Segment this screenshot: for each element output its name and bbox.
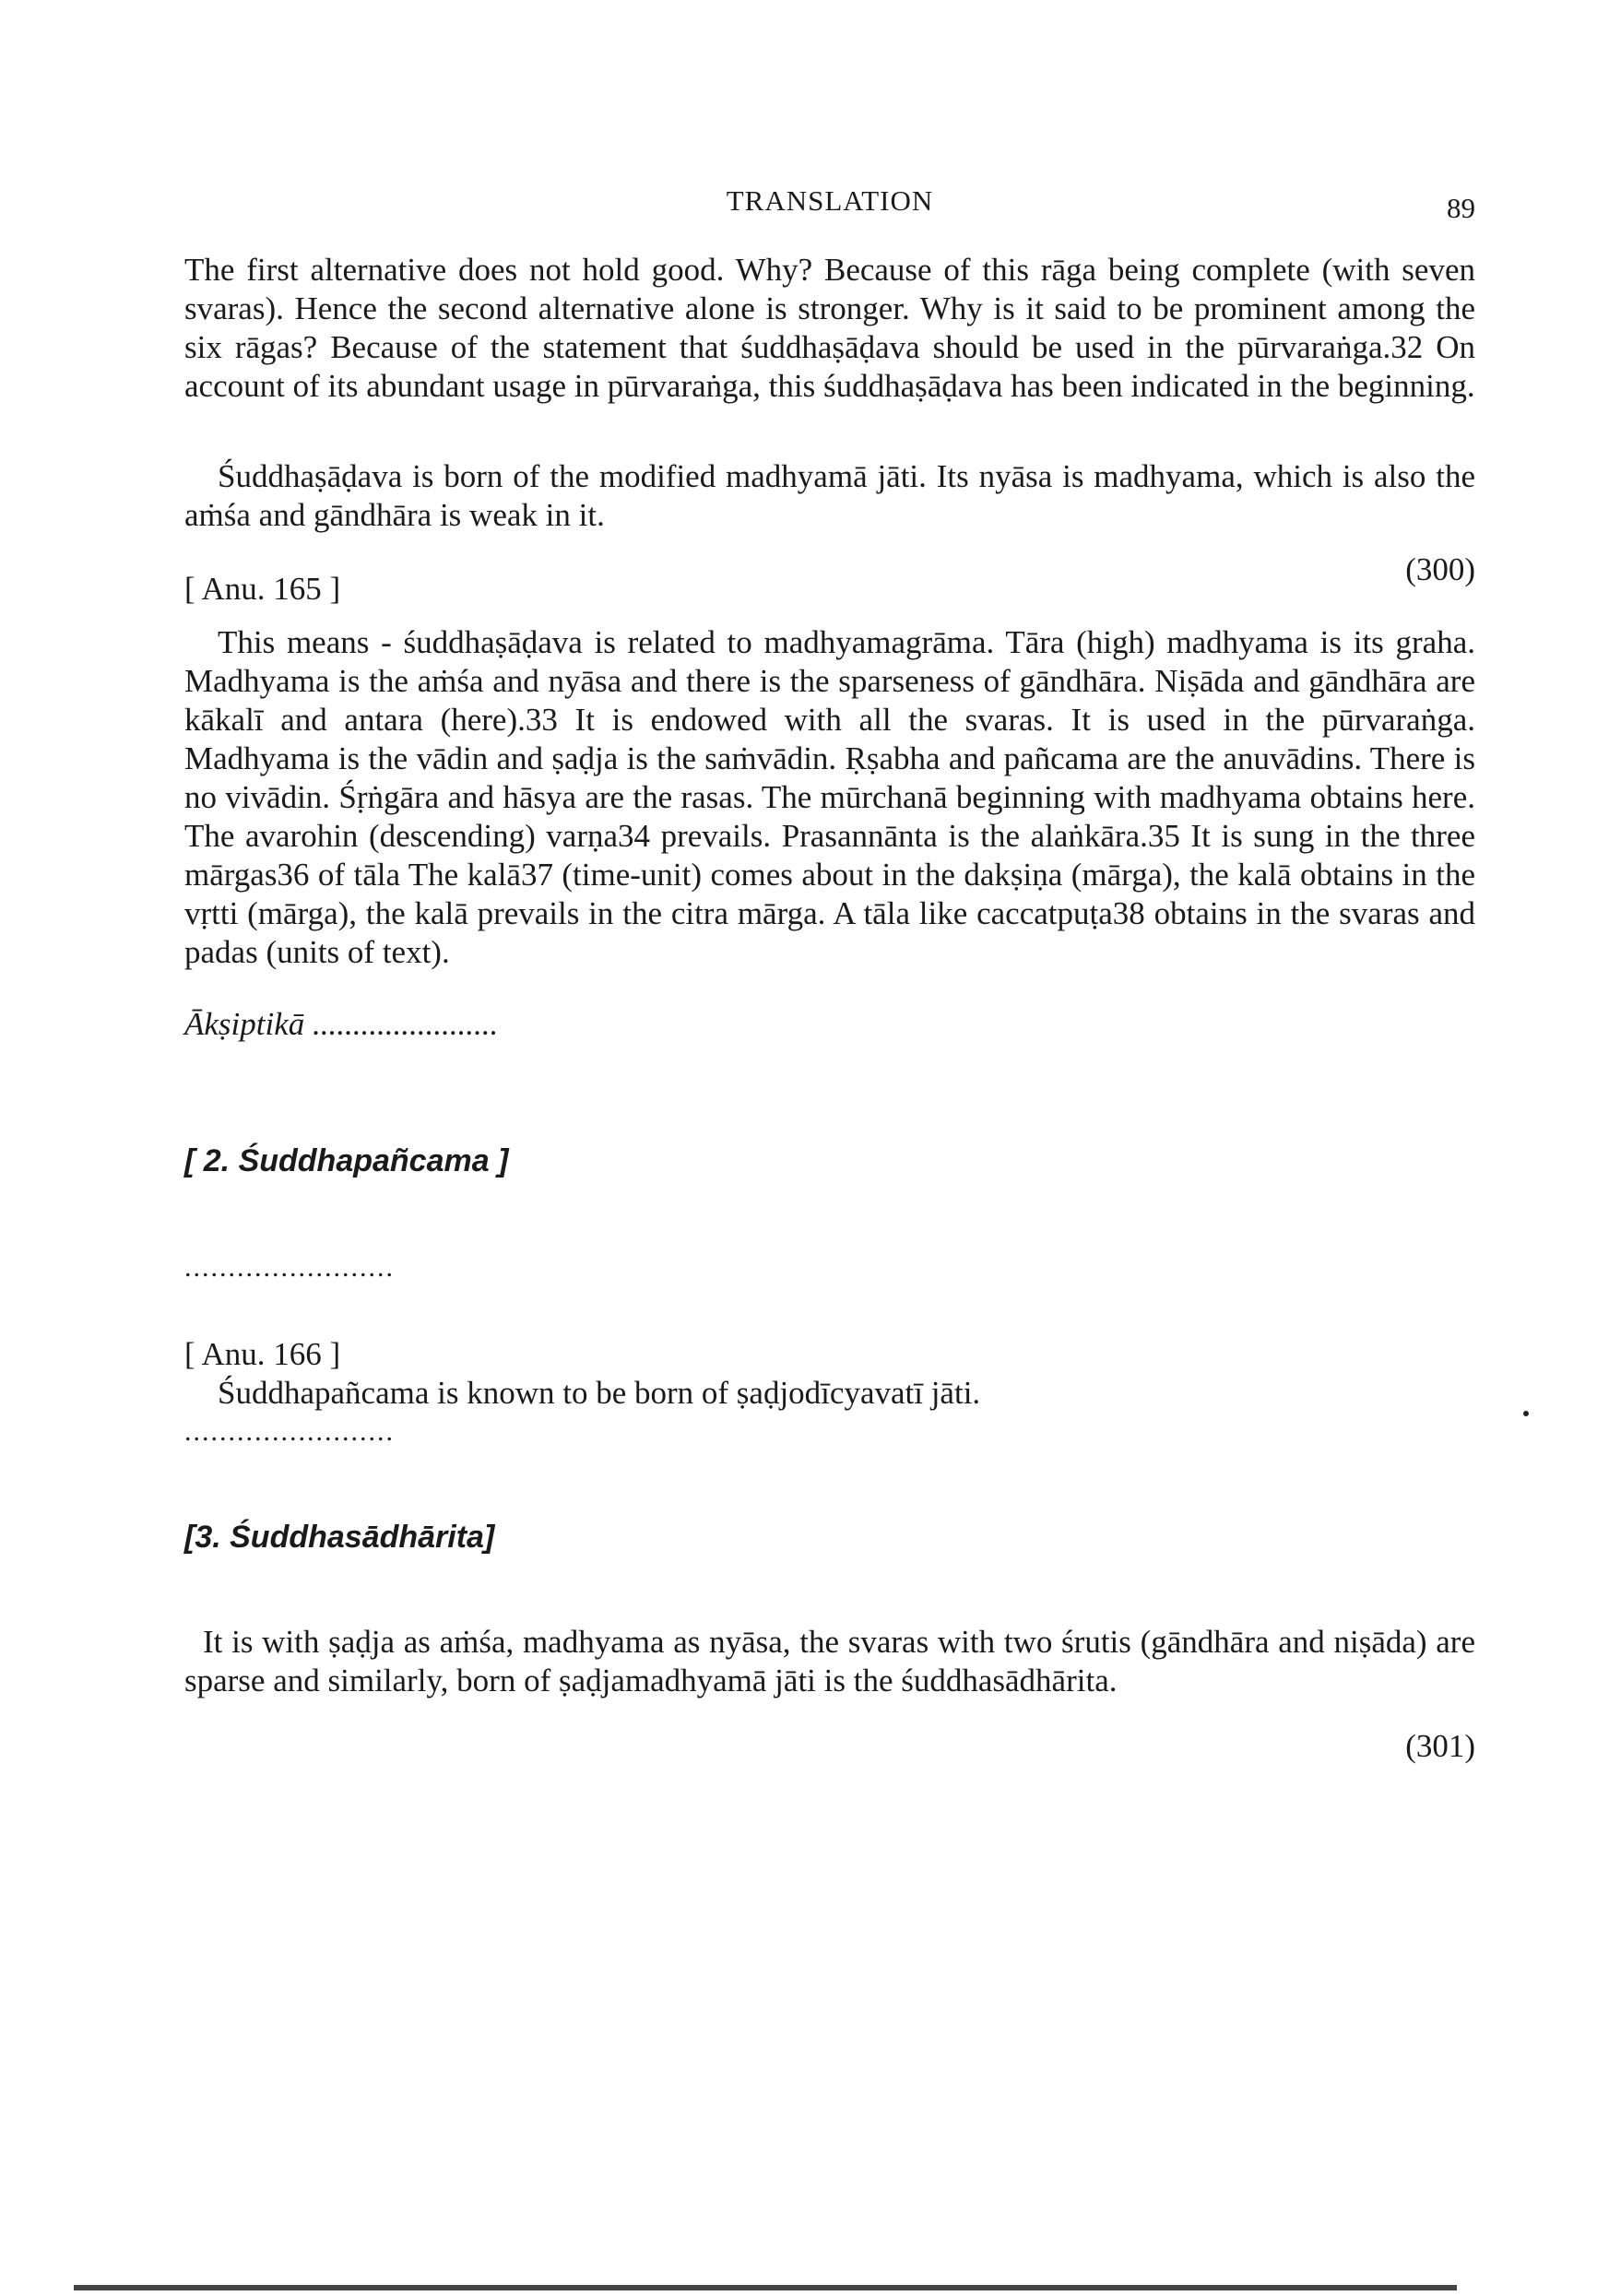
verse-number-301: (301) (1405, 1728, 1475, 1764)
paragraph-1: The first alternative does not hold good. Why? Because of this rāga being complete (with seven svaras). Hence the second alternative alone is stronger. Why is it said to be prominent among the six rāgas? Because of the statement that śuddhaṣāḍava should be used in the pūrvaraṅga.32 On account of its abundant usage in pūrvaraṅga, this śuddhaṣāḍava has been indicated in the beginning. (184, 252, 1475, 404)
section-heading-suddhapancama: [ 2. Śuddhapañcama ] (184, 1143, 509, 1178)
margin-speck (1523, 1411, 1529, 1416)
body-text (184, 251, 1475, 1765)
paragraph-2: Śuddhaṣāḍava is born of the modified madhyamā jāti. Its nyāsa is madhyama, which is also the aṁśa and gāndhāra is weak in it. (184, 458, 1475, 533)
ellipsis-dots-2: ........................ (184, 1416, 395, 1447)
section-heading-suddhasadharita: [3. Śuddhasādhārita] (184, 1520, 495, 1555)
anu-166-label: [ Anu. 166 ] (184, 1336, 341, 1372)
anu-165-label: [ Anu. 165 ] (184, 571, 341, 607)
bottom-scan-edge (74, 2285, 1457, 2290)
aksiptika-line: Ākṣiptikā ....................... (184, 1006, 499, 1042)
paragraph-4: Śuddhapañcama is known to be born of ṣaḍjodīcyavatī jāti. (218, 1375, 981, 1411)
ellipsis-dots-1: ........................ (184, 1252, 395, 1283)
paragraph-3: This means - śuddhaṣāḍava is related to madhyamagrāma. Tāra (high) madhyama is its graha. Madhyama is the aṁśa and nyāsa and there is the sparseness of gāndhāra. Niṣāda and gāndhāra are kākalī and antara (here).33 It is endowed with all the svaras. It is used in the pūrvaraṅga. Madhyama is the vādin and ṣaḍja is the saṁvādin. Ṛṣabha and pañcama are the anuvādins. There is no vivādin. Śṛṅgāra and hāsya are the rasas. The mūrchanā beginning with madhyama obtains here. The avarohin (descending) varṇa34 prevails. Prasannānta is the alaṅkāra.35 It is sung in the three mārgas36 of tāla The kalā37 (time-unit) comes about in the dakṣiṇa (mārga), the kalā obtains in the vṛtti (mārga), the kalā prevails in the citra mārga. A tāla like caccatpuṭa38 obtains in the svaras and padas (units of text). (184, 624, 1475, 970)
page-header (184, 184, 1475, 240)
page-number: 89 (1447, 192, 1475, 224)
paragraph-5: It is with ṣaḍja as aṁśa, madhyama as nyāsa, the svaras with two śrutis (gāndhāra and niṣāda) are sparse and similarly, born of ṣaḍjamadhyamā jāti is the śuddhasādhārita. (184, 1624, 1475, 1698)
verse-number-300: (300) (1405, 551, 1475, 587)
running-title: TRANSLATION (726, 184, 934, 217)
